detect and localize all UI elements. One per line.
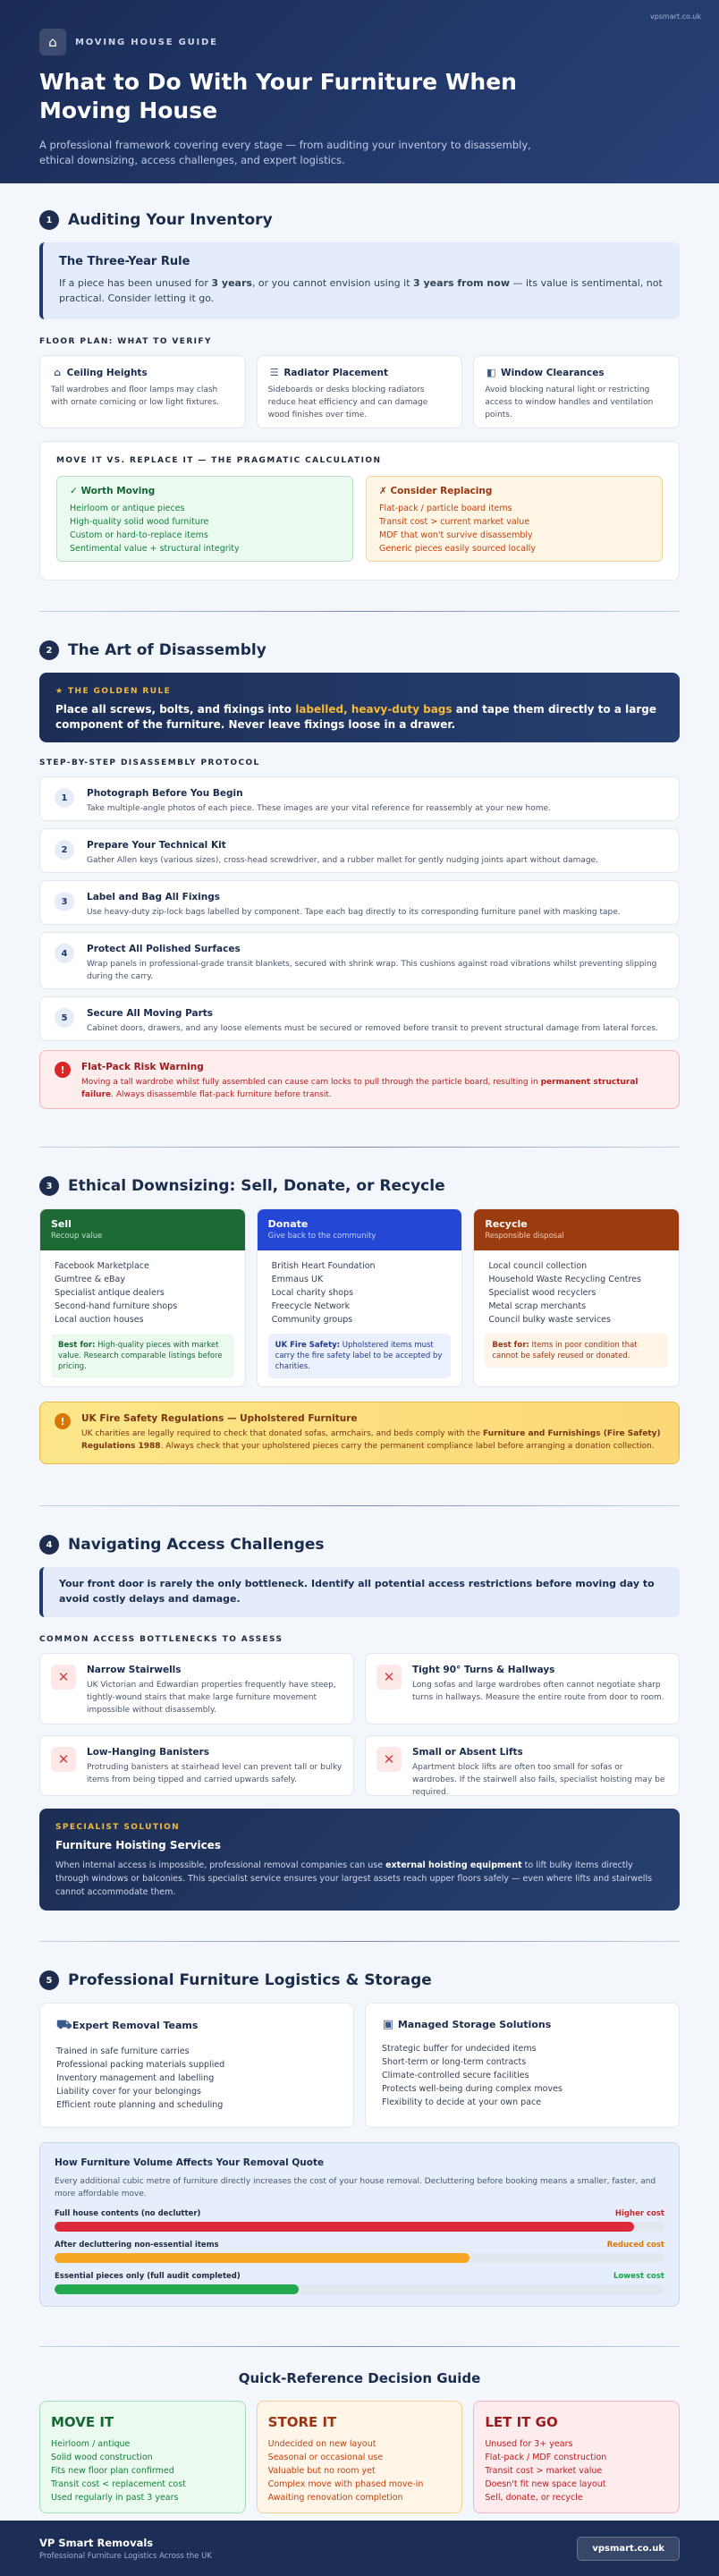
move-it-card: MOVE IT Heirloom / antique Solid wood construction Fits new floor plan confirmed Transit cost < replacement cost Used regularly in past 3 years	[39, 2401, 246, 2513]
section-access	[39, 1506, 680, 1911]
access-callout: Your front door is rarely the only bottleneck. Identify all potential access restrictions before moving day to avoid costly delays and damage.	[39, 1567, 680, 1617]
rule-text: If a piece has been unused for 3 years, or you cannot envision using it 3 years from now — its value is sentimental, not practical. Consider letting it go.	[59, 277, 663, 304]
verify-card-ceiling: ⌂ Ceiling Heights Tall wardrobes and floor lamps may clash with ornate cornicing or low light fixtures.	[39, 355, 246, 428]
list-item: Complex move with phased move-in	[267, 2479, 424, 2489]
recycle-column: Recycle Responsible disposal Local council collection Household Waste Recycling Centres Specialist wood recyclers Metal scrap merchants Council bulky waste services Best for: Items in poor condition that cannot be safely reused or donated.	[473, 1208, 680, 1387]
list-item: Local auction houses	[55, 1315, 144, 1325]
section-number: 2	[39, 640, 59, 660]
volume-bar-fill	[55, 2284, 299, 2294]
list-item: Undecided on new layout	[267, 2439, 376, 2449]
hero-header	[0, 0, 719, 183]
section-downsizing	[39, 1148, 680, 1464]
list-item: Transit cost < replacement cost	[51, 2479, 186, 2489]
house-logo-icon: ⌂	[39, 29, 66, 55]
list-item: Heirloom or antique pieces	[70, 504, 185, 513]
list-item: Specialist wood recyclers	[488, 1288, 596, 1298]
volume-bar-fill	[55, 2253, 469, 2263]
list-item: Community groups	[271, 1315, 353, 1325]
section-number: 1	[39, 210, 59, 230]
main-content	[0, 183, 719, 2513]
logistics-cards	[39, 2003, 680, 2128]
list-item: Professional packing materials supplied	[56, 2060, 225, 2070]
quick-reference-title: Quick-Reference Decision Guide	[238, 2370, 481, 2386]
list-item: Freecycle Network	[271, 1301, 351, 1311]
list-item: Trained in safe furniture carries	[56, 2046, 190, 2056]
list-item: Metal scrap merchants	[488, 1301, 587, 1311]
list-item: Heirloom / antique	[51, 2439, 131, 2449]
volume-bar-tag: Lowest cost	[613, 2272, 664, 2281]
three-year-rule-callout	[39, 242, 680, 319]
store-it-card: STORE IT Undecided on new layout Seasonal or occasional use Valuable but no room yet Complex move with phased move-in Awaiting renovation completion	[257, 2401, 463, 2513]
list-item: Protects well-being during complex moves	[382, 2084, 563, 2094]
step-3: 3 Label and Bag All Fixings Use heavy-duty zip-lock bags labelled by component. Tape each bag directly to its corresponding furniture panel with masking tape.	[39, 880, 680, 925]
site-url[interactable]: vpsmart.co.uk	[649, 13, 701, 21]
volume-bar-track	[55, 2284, 664, 2294]
section-quick-reference	[39, 2347, 680, 2513]
section-disassembly	[39, 612, 680, 1109]
floor-plan-label: FLOOR PLAN: WHAT TO VERIFY	[39, 337, 212, 346]
list-item: Inventory management and labelling	[56, 2073, 215, 2083]
volume-bar-tag: Reduced cost	[606, 2241, 664, 2250]
downsizing-columns	[39, 1208, 680, 1387]
alert-icon: !	[55, 1413, 71, 1429]
section-logistics	[39, 1942, 680, 2307]
list-item: Specialist antique dealers	[55, 1288, 165, 1298]
cross-icon: ✕	[51, 1747, 76, 1772]
consider-replacing-box: ✗ Consider Replacing Flat-pack / particle board items Transit cost > current market value MDF that won't survive disassembly Generic pieces easily sourced locally	[366, 476, 663, 562]
house-icon: ⌂	[54, 367, 61, 378]
footer-tagline: Professional Furniture Logistics Across the UK	[39, 2551, 212, 2561]
step-5: 5 Secure All Moving Parts Cabinet doors, drawers, and any loose elements must be secured or removed before transit to prevent structural damage from lateral forces.	[39, 996, 680, 1041]
page-subtitle: A professional framework covering every stage — from auditing your inventory to disassembly, ethical downsizing, access challenges, and expert logistics.	[39, 139, 531, 166]
list-item: Solid wood construction	[51, 2453, 153, 2462]
list-item: Liability cover for your belongings	[56, 2087, 201, 2097]
cross-icon: ✕	[376, 1665, 402, 1690]
footer-website-link[interactable]: vpsmart.co.uk	[577, 2537, 680, 2561]
removal-teams-card: ⛟ Expert Removal Teams Trained in safe furniture carries Professional packing materials supplied Inventory management and labelling Liability cover for your belongings Efficient route planning and scheduling	[39, 2003, 354, 2128]
page-title: What to Do With Your Furniture When Moving House	[39, 69, 517, 123]
list-item: Doesn't fit new space layout	[485, 2479, 606, 2489]
volume-bar-label: Essential pieces only (full audit completed)	[55, 2272, 241, 2281]
cross-icon: ✕	[51, 1665, 76, 1690]
verify-card-radiator: ☰ Radiator Placement Sideboards or desks blocking radiators reduce heat efficiency and can damage wood finishes over time.	[257, 355, 463, 428]
list-item: Household Waste Recycling Centres	[488, 1275, 641, 1284]
golden-rule-banner: ★ THE GOLDEN RULE Place all screws, bolts, and fixings into labelled, heavy-duty bags and tape them directly to a large component of the furniture. Never leave fixings loose in a drawer.	[39, 673, 680, 742]
list-item: Transit cost > current market value	[379, 517, 530, 527]
list-item: High-quality solid wood furniture	[70, 517, 209, 527]
list-item: Short-term or long-term contracts	[382, 2057, 527, 2067]
protocol-label: STEP-BY-STEP DISASSEMBLY PROTOCOL	[39, 758, 260, 767]
section-number: 5	[39, 1970, 59, 1990]
list-item: Local charity shops	[271, 1288, 354, 1298]
section-title: Auditing Your Inventory	[68, 211, 273, 229]
bottleneck-label: COMMON ACCESS BOTTLENECKS TO ASSESS	[39, 1635, 283, 1644]
list-item: Transit cost > market value	[485, 2466, 603, 2476]
hero-brand	[39, 29, 680, 55]
verify-cards	[39, 355, 680, 428]
list-item: Custom or hard-to-replace items	[70, 530, 208, 540]
bottleneck-banisters: ✕ Low-Hanging Banisters Protruding banisters at stairhead level can prevent tall or bulky items from being tipped and carried upwards safely.	[39, 1735, 354, 1796]
footer-brand: VP Smart Removals	[39, 2536, 154, 2549]
move-vs-replace-card	[39, 441, 680, 580]
volume-bar-track	[55, 2222, 664, 2232]
steps-list	[39, 776, 680, 1041]
volume-bar-tag: Higher cost	[614, 2209, 664, 2218]
section-title: Professional Furniture Logistics & Storage	[68, 1971, 432, 1989]
truck-icon: ⛟	[56, 2018, 72, 2032]
section-title: Ethical Downsizing: Sell, Donate, or Recycle	[68, 1177, 445, 1195]
footer	[0, 2521, 719, 2576]
rule-title: The Three-Year Rule	[59, 255, 190, 268]
warning-icon: !	[55, 1062, 71, 1078]
list-item: Emmaus UK	[271, 1275, 324, 1284]
volume-cost-panel: How Furniture Volume Affects Your Removal Quote Every additional cubic metre of furniture directly increases the cost of your house removal. Decluttering before booking means a smaller, faster, and more affordable move. Full house contents (no declutter) Higher cost After decluttering non-essential items Reduced cost Essential pieces only (full audit completed) Lowest cost	[39, 2142, 680, 2307]
list-item: Facebook Marketplace	[55, 1261, 149, 1271]
donate-column: Donate Give back to the community British Heart Foundation Emmaus UK Local charity shops Freecycle Network Community groups UK Fire Safety: Upholstered items must carry the fire safety label to be accepted by charities.	[257, 1208, 463, 1387]
quick-cards	[39, 2401, 680, 2513]
list-item: Fits new floor plan confirmed	[51, 2466, 174, 2476]
verify-card-window: ◧ Window Clearances Avoid blocking natural light or restricting access to window handles and ventilation points.	[473, 355, 680, 428]
list-item: Flat-pack / MDF construction	[485, 2453, 607, 2462]
list-item: British Heart Foundation	[271, 1261, 376, 1271]
volume-bar-row	[55, 2272, 664, 2294]
volume-bar-fill	[55, 2222, 634, 2232]
volume-bars	[55, 2209, 664, 2294]
radiator-icon: ☰	[269, 367, 279, 378]
calc-label: MOVE IT VS. REPLACE IT — THE PRAGMATIC CALCULATION	[56, 456, 382, 465]
bottleneck-lifts: ✕ Small or Absent Lifts Apartment block lifts are often too small for sofas or wardrobes. If the stairwell also fails, specialist hoisting may be required.	[365, 1735, 680, 1796]
storage-solutions-card: ▣ Managed Storage Solutions Strategic buffer for undecided items Short-term or long-term contracts Climate-controlled secure facilities Protects well-being during complex moves Flexibility to decide at your own pace	[365, 2003, 680, 2128]
list-item: Local council collection	[488, 1261, 588, 1271]
bottleneck-stairwells: ✕ Narrow Stairwells UK Victorian and Edwardian properties frequently have steep, tightly-wound stairs that make large furniture movement impossible without disassembly.	[39, 1653, 354, 1724]
bottleneck-grid	[39, 1653, 680, 1796]
list-item: Seasonal or occasional use	[267, 2453, 384, 2462]
section-number: 4	[39, 1535, 59, 1555]
section-title: Navigating Access Challenges	[68, 1536, 325, 1554]
let-it-go-card: LET IT GO Unused for 3+ years Flat-pack / MDF construction Transit cost > market value Doesn't fit new space layout Sell, donate, or recycle	[473, 2401, 680, 2513]
fire-safety-regulations-callout: ! UK Fire Safety Regulations — Upholstered Furniture UK charities are legally required to check that donated sofas, armchairs, and beds comply with the Furniture and Furnishings (Fire Safety) Regulations 1988. Always check that your upholstered pieces carry the permanent compliance label before arranging a donation collection.	[39, 1402, 680, 1464]
volume-bar-label: Full house contents (no declutter)	[55, 2209, 201, 2218]
list-item: Climate-controlled secure facilities	[382, 2071, 529, 2080]
flat-pack-warning: ! Flat-Pack Risk Warning Moving a tall wardrobe whilst fully assembled can cause cam locks to pull through the particle board, resulting in permanent structural failure. Always disassemble flat-pack furniture before transit.	[39, 1050, 680, 1109]
list-item: MDF that won't survive disassembly	[379, 530, 533, 540]
section-number: 3	[39, 1176, 59, 1196]
worth-moving-box: ✓ Worth Moving Heirloom or antique pieces High-quality solid wood furniture Custom or hard-to-replace items Sentimental value + structural integrity	[56, 476, 353, 562]
list-item: Flat-pack / particle board items	[379, 504, 512, 513]
list-item: Gumtree & eBay	[55, 1275, 126, 1284]
volume-bar-row	[55, 2241, 664, 2263]
list-item: Efficient route planning and scheduling	[56, 2100, 224, 2110]
list-item: Sentimental value + structural integrity	[70, 544, 240, 554]
volume-bar-label: After decluttering non-essential items	[55, 2241, 219, 2250]
cross-icon: ✕	[376, 1747, 402, 1772]
volume-bar-track	[55, 2253, 664, 2263]
storage-icon: ▣	[382, 2018, 394, 2031]
list-item: Flexibility to decide at your own pace	[382, 2097, 542, 2107]
window-icon: ◧	[486, 367, 496, 378]
step-1: 1 Photograph Before You Begin Take multiple-angle photos of each piece. These images are your vital reference for reassembly at your new home.	[39, 776, 680, 821]
hero-kicker: MOVING HOUSE GUIDE	[75, 37, 218, 47]
list-item: Valuable but no room yet	[267, 2466, 376, 2476]
sell-column: Sell Recoup value Facebook Marketplace Gumtree & eBay Specialist antique dealers Second-hand furniture shops Local auction houses Best for: High-quality pieces with market value. Research comparable listings before pricing.	[39, 1208, 246, 1387]
step-2: 2 Prepare Your Technical Kit Gather Allen keys (various sizes), cross-head screwdriver, and a rubber mallet for gently nudging joints apart without damage.	[39, 828, 680, 873]
list-item: Strategic buffer for undecided items	[382, 2044, 537, 2054]
hoisting-solution-card: SPECIALIST SOLUTION Furniture Hoisting Services When internal access is impossible, professional removal companies can use external hoisting equipment to lift bulky items directly through windows or balconies. This specialist service ensures your largest assets reach upper floors safely — even where lifts and stairwells cannot accommodate them.	[39, 1809, 680, 1911]
bottleneck-turns: ✕ Tight 90° Turns & Hallways Long sofas and large wardrobes often cannot negotiate sharp turns in hallways. Measure the entire route from door to room.	[365, 1653, 680, 1724]
list-item: Used regularly in past 3 years	[51, 2493, 179, 2503]
list-item: Generic pieces easily sourced locally	[379, 544, 536, 554]
section-inventory	[39, 183, 680, 580]
list-item: Second-hand furniture shops	[55, 1301, 178, 1311]
section-title: The Art of Disassembly	[68, 641, 266, 659]
volume-bar-row	[55, 2209, 664, 2232]
list-item: Unused for 3+ years	[485, 2439, 573, 2449]
list-item: Awaiting renovation completion	[267, 2493, 403, 2503]
list-item: Sell, donate, or recycle	[485, 2493, 583, 2503]
step-4: 4 Protect All Polished Surfaces Wrap panels in professional-grade transit blankets, secured with shrink wrap. This cushions against road vibrations whilst preventing slipping during the carry.	[39, 932, 680, 989]
list-item: Council bulky waste services	[488, 1315, 611, 1325]
